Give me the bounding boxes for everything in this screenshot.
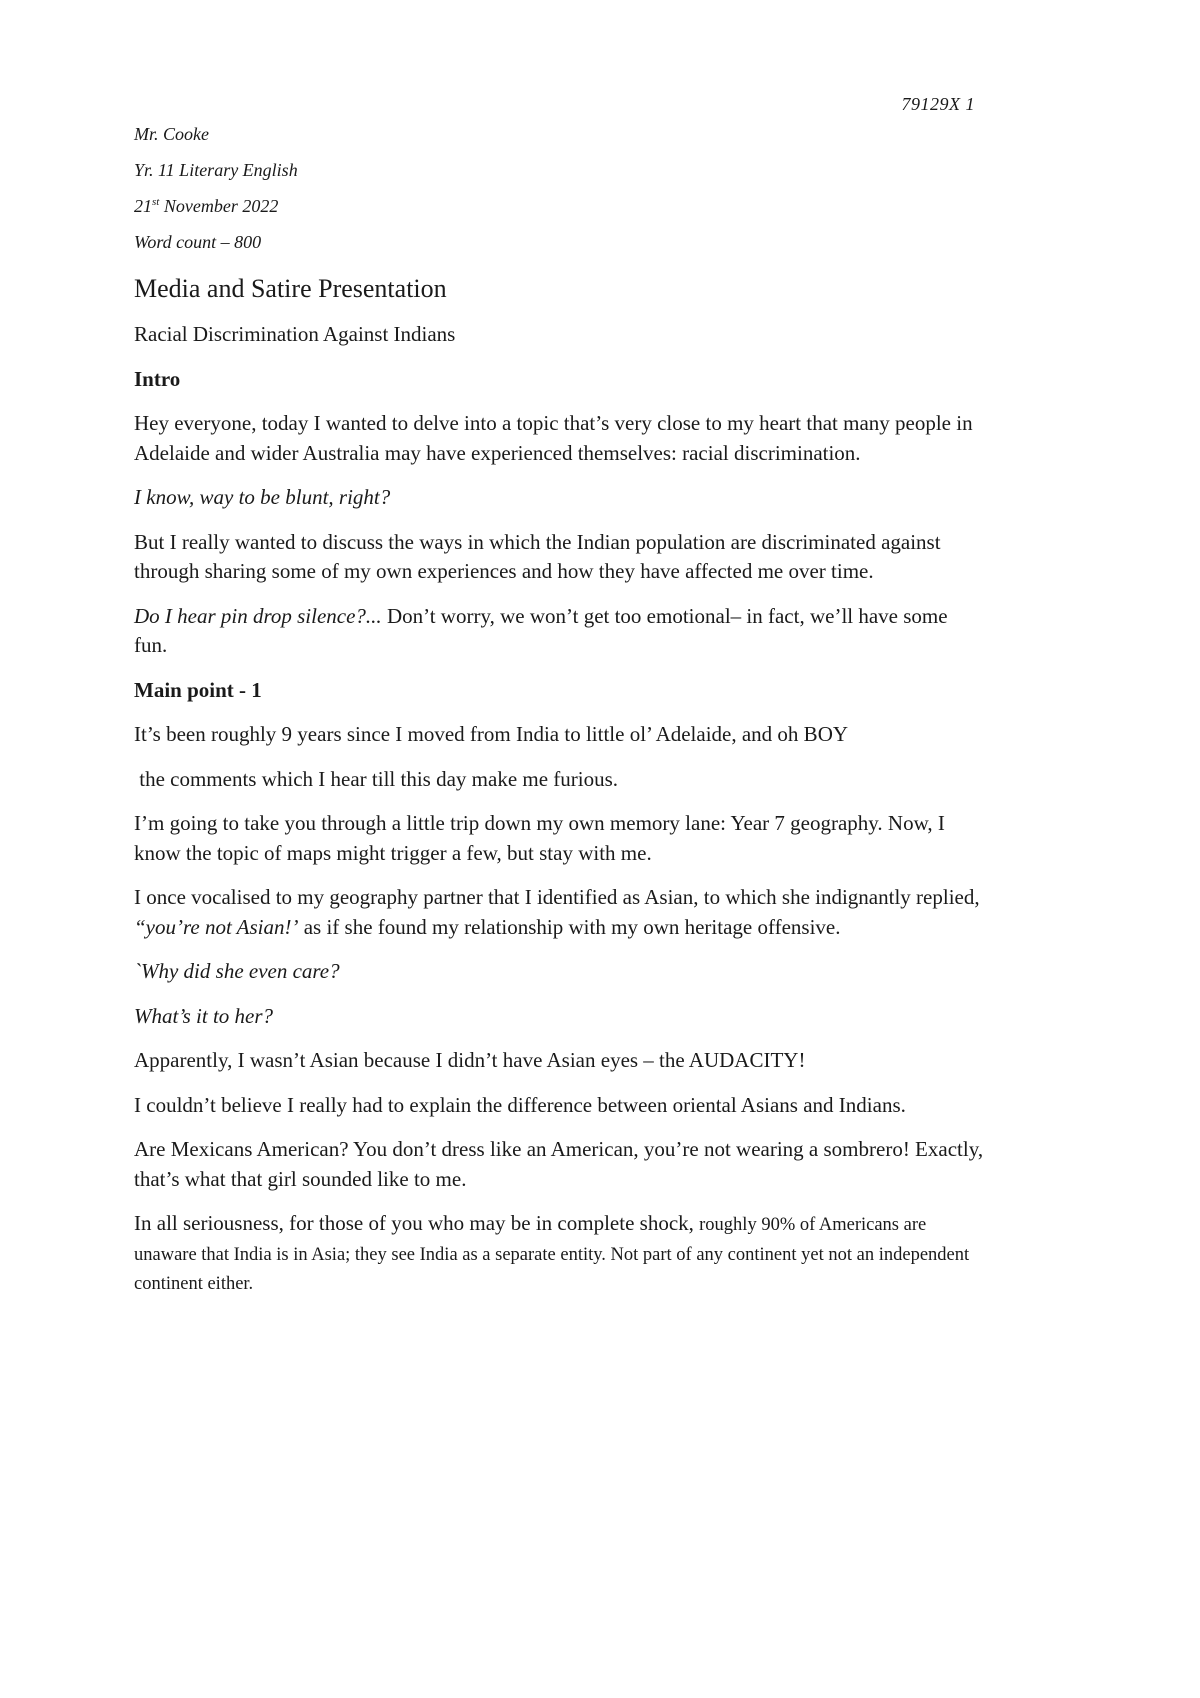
paragraph-italic: I know, way to be blunt, right?	[134, 485, 391, 509]
paragraph: I once vocalised to my geography partner that I identified as Asian, to which she indignantly replied, “you’re not Asian!’ as if she found my relationship with my own heritage offensive.	[134, 885, 980, 939]
paragraph: Hey everyone, today I wanted to delve into a topic that’s very close to my heart that many people in Adelaide and wider Australia may have experienced themselves: racial discrimination.	[134, 411, 973, 465]
teacher-name: Mr. Cooke	[134, 124, 209, 144]
word-count: Word count – 800	[134, 232, 262, 252]
document-subtitle: Racial Discrimination Against Indians	[134, 322, 456, 346]
paragraph: the comments which I hear till this day make me furious.	[134, 766, 619, 791]
paragraph: Are Mexicans American? You don’t dress like an American, you’re not wearing a sombrero! Exactly, that’s what that girl sounded like to me.	[134, 1137, 984, 1191]
page-number: 79129X 1	[901, 94, 975, 114]
class-name: Yr. 11 Literary English	[134, 160, 298, 180]
paragraph: But I really wanted to discuss the ways in which the Indian population are discriminated against through sharing some of my own experiences and how they have affected me over time.	[134, 529, 941, 583]
paragraph: It’s been roughly 9 years since I moved from India to little ol’ Adelaide, and oh BOY	[134, 722, 849, 746]
paragraph: I couldn’t believe I really had to explain the difference between oriental Asians and Indians.	[134, 1092, 906, 1117]
document-date: 21st November 2022	[134, 196, 279, 216]
document-title: Media and Satire Presentation	[134, 274, 447, 303]
paragraph-italic: What’s it to her?	[134, 1003, 274, 1028]
document-body	[134, 272, 984, 1313]
paragraph: I’m going to take you through a little trip down my own memory lane: Year 7 geography. Now, I know the topic of maps might trigger a few, but stay with me.	[134, 811, 945, 865]
document-header	[134, 116, 298, 260]
section-heading-intro: Intro	[134, 366, 181, 391]
paragraph: In all seriousness, for those of you who may be in complete shock, roughly 90% of Americans are unaware that India is in Asia; they see India as a separate entity. Not part of any continent yet not an independent continent either.	[134, 1211, 970, 1294]
section-heading-main-point: Main point - 1	[134, 677, 262, 702]
paragraph-italic: `Why did she even care?	[134, 959, 340, 983]
paragraph: Apparently, I wasn’t Asian because I didn’t have Asian eyes – the AUDACITY!	[134, 1048, 806, 1072]
paragraph: Do I hear pin drop silence?... Don’t worry, we won’t get too emotional– in fact, we’ll have some fun.	[134, 603, 948, 657]
